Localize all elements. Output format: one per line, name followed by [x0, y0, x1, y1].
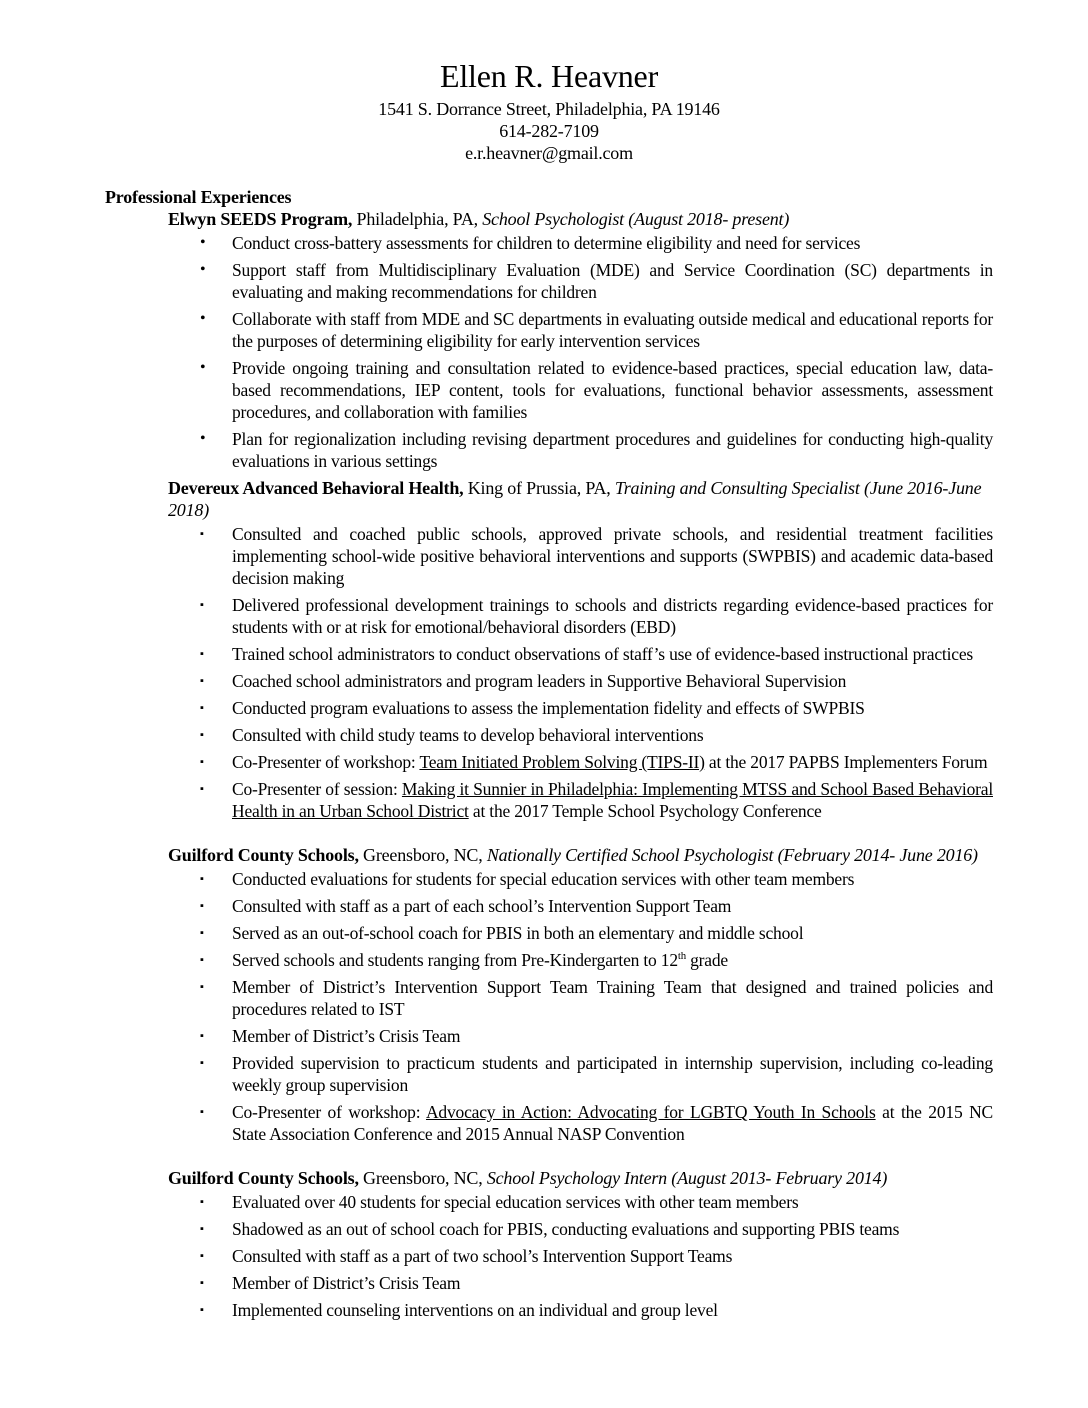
bullet-text: Conduct cross-battery assessments for children to determine eligibility and need for services: [232, 233, 861, 253]
bullet-item: [200, 976, 993, 1020]
square-bullet-icon: ▪: [200, 1030, 204, 1042]
square-bullet-icon: ▪: [200, 756, 204, 768]
superscript-text: th: [677, 950, 686, 963]
job-entry: [105, 1167, 993, 1321]
bullet-text: Plan for regionalization including revising department procedures and guidelines for conducting high-quality evaluations in various settings: [232, 429, 993, 471]
bullet-item: [200, 697, 993, 719]
job-heading: [168, 1167, 993, 1189]
bullet-item: [200, 643, 993, 665]
bullet-text: at the 2017 PAPBS Implementers Forum: [704, 752, 988, 772]
underlined-text: Advocacy in Action: Advocating for LGBTQ Youth In Schools: [425, 1102, 876, 1122]
square-bullet-icon: ▪: [200, 1223, 204, 1235]
bullet-item: [200, 259, 993, 303]
role-dates: Training and Consulting Specialist (June 2016-June 2018): [168, 478, 982, 520]
disc-bullet-icon: •: [200, 430, 206, 447]
square-bullet-icon: ▪: [200, 1057, 204, 1069]
bullet-text: Conducted evaluations for students for special education services with other team members: [232, 869, 855, 889]
square-bullet-icon: ▪: [200, 528, 204, 540]
bullet-item: [200, 751, 993, 773]
role-dates: School Psychologist (August 2018- present): [482, 209, 790, 229]
bullet-item: [200, 523, 993, 589]
bullet-item: [200, 1218, 993, 1240]
employer-location: Greensboro, NC,: [358, 1168, 487, 1188]
square-bullet-icon: ▪: [200, 927, 204, 939]
bullet-list: [105, 232, 993, 472]
bullet-text: Delivered professional development trainings to schools and districts regarding evidence-based practices for students with or at risk for emotional/behavioral disorders (EBD): [232, 595, 993, 637]
email-line: e.r.heavner@gmail.com: [465, 143, 633, 163]
section-title: Professional Experiences: [105, 187, 292, 207]
disc-bullet-icon: •: [200, 261, 206, 278]
phone-line: 614-282-7109: [499, 121, 599, 141]
square-bullet-icon: ▪: [200, 873, 204, 885]
job-entry: [105, 477, 993, 822]
bullet-text: Shadowed as an out of school coach for PBIS, conducting evaluations and supporting PBIS teams: [232, 1219, 900, 1239]
employer-location: Philadelphia, PA,: [352, 209, 483, 229]
bullet-text: Trained school administrators to conduct observations of staff’s use of evidence-based instructional practices: [232, 644, 973, 664]
square-bullet-icon: ▪: [200, 1277, 204, 1289]
bullet-text: Consulted with staff as a part of two school’s Intervention Support Teams: [232, 1246, 733, 1266]
bullet-text: Implemented counseling interventions on an individual and group level: [232, 1300, 718, 1320]
bullet-item: [200, 1191, 993, 1213]
person-name: Ellen R. Heavner: [439, 58, 659, 94]
bullet-text: Served as an out-of-school coach for PBIS in both an elementary and middle school: [232, 923, 804, 943]
bullet-text: Conducted program evaluations to assess the implementation fidelity and effects of SWPBIS: [232, 698, 865, 718]
employer-name: Guilford County Schools,: [168, 1168, 359, 1188]
square-bullet-icon: ▪: [200, 1250, 204, 1262]
bullet-text: Member of District’s Intervention Support Team Training Team that designed and trained policies and procedures related to IST: [232, 977, 993, 1019]
employer-location: Greensboro, NC,: [358, 845, 487, 865]
square-bullet-icon: ▪: [200, 1106, 204, 1118]
bullet-text: Provided supervision to practicum students and participated in internship supervision, including co-leading weekly group supervision: [232, 1053, 993, 1095]
square-bullet-icon: ▪: [200, 1196, 204, 1208]
bullet-item: [200, 308, 993, 352]
bullet-text: Provide ongoing training and consultation related to evidence-based practices, special education law, data-based recommendations, IEP content, tools for evaluations, functional behavior assessments, assessment procedures, and collaboration with families: [232, 358, 993, 422]
document-header: [105, 56, 993, 164]
bullet-text: Co-Presenter of session:: [232, 779, 402, 799]
bullet-text: Consulted with child study teams to develop behavioral interventions: [232, 725, 704, 745]
bullet-list: [105, 523, 993, 822]
square-bullet-icon: ▪: [200, 783, 204, 795]
square-bullet-icon: ▪: [200, 648, 204, 660]
bullet-text: at the 2015 NC State Association Conference and 2015 Annual NASP Convention: [232, 1102, 993, 1144]
bullet-item: [200, 1052, 993, 1096]
employer-location: King of Prussia, PA,: [463, 478, 615, 498]
job-heading: [168, 477, 993, 521]
jobs: [105, 208, 993, 1321]
square-bullet-icon: ▪: [200, 954, 204, 966]
square-bullet-icon: ▪: [200, 900, 204, 912]
bullet-text: Consulted with staff as a part of each school’s Intervention Support Team: [232, 896, 732, 916]
job-heading: [168, 208, 993, 230]
role-dates: Nationally Certified School Psychologist (February 2014- June 2016): [486, 845, 978, 865]
underlined-text: Making it Sunnier in Philadelphia: Implementing MTSS and School Based Behavioral Health in an Urban School District: [232, 779, 993, 821]
bullet-item: [200, 594, 993, 638]
bullet-text: at the 2017 Temple School Psychology Conference: [468, 801, 822, 821]
bullet-item: [200, 1245, 993, 1267]
address-line: 1541 S. Dorrance Street, Philadelphia, PA 19146: [378, 99, 720, 119]
square-bullet-icon: ▪: [200, 599, 204, 611]
square-bullet-icon: ▪: [200, 1304, 204, 1316]
bullet-item: [200, 895, 993, 917]
bullet-item: [200, 670, 993, 692]
job-entry: [105, 208, 993, 472]
bullet-text: Member of District’s Crisis Team: [232, 1026, 461, 1046]
square-bullet-icon: ▪: [200, 981, 204, 993]
bullet-list: [105, 868, 993, 1145]
bullet-item: [200, 1299, 993, 1321]
employer-name: Guilford County Schools,: [168, 845, 359, 865]
bullet-text: Co-Presenter of workshop:: [232, 752, 420, 772]
bullet-item: [200, 949, 993, 971]
bullet-text: Evaluated over 40 students for special education services with other team members: [232, 1192, 799, 1212]
bullet-item: [200, 724, 993, 746]
bullet-text: Consulted and coached public schools, approved private schools, and residential treatment facilities implementing school-wide positive behavioral interventions and supports (SWPBIS) and academic data-based decision making: [232, 524, 993, 588]
square-bullet-icon: ▪: [200, 729, 204, 741]
job-entry: [105, 844, 993, 1145]
bullet-item: [200, 1272, 993, 1294]
bullet-item: [200, 922, 993, 944]
bullet-item: [200, 1101, 993, 1145]
role-dates: School Psychology Intern (August 2013- February 2014): [486, 1168, 888, 1188]
bullet-item: [200, 428, 993, 472]
bullet-item: [200, 868, 993, 890]
bullet-text: Co-Presenter of workshop:: [232, 1102, 426, 1122]
bullet-item: [200, 1025, 993, 1047]
bullet-text: Served schools and students ranging from Pre-Kindergarten to 12: [232, 950, 678, 970]
bullet-text: Support staff from Multidisciplinary Evaluation (MDE) and Service Coordination (SC) departments in evaluating and making recommendations for children: [232, 260, 993, 302]
disc-bullet-icon: •: [200, 234, 206, 251]
bullet-item: [200, 778, 993, 822]
square-bullet-icon: ▪: [200, 702, 204, 714]
disc-bullet-icon: •: [200, 359, 206, 376]
employer-name: Elwyn SEEDS Program,: [168, 209, 353, 229]
underlined-text: Team Initiated Problem Solving (TIPS-II): [419, 752, 705, 772]
bullet-list: [105, 1191, 993, 1321]
bullet-item: [200, 232, 993, 254]
bullet-item: [200, 357, 993, 423]
bullet-text: Coached school administrators and program leaders in Supportive Behavioral Supervision: [232, 671, 847, 691]
bullet-text: Collaborate with staff from MDE and SC departments in evaluating outside medical and educational reports for the purposes of determining eligibility for early intervention services: [232, 309, 993, 351]
bullet-text: Member of District’s Crisis Team: [232, 1273, 461, 1293]
bullet-text: grade: [685, 950, 728, 970]
job-heading: [168, 844, 993, 866]
square-bullet-icon: ▪: [200, 675, 204, 687]
disc-bullet-icon: •: [200, 310, 206, 327]
employer-name: Devereux Advanced Behavioral Health,: [168, 478, 464, 498]
